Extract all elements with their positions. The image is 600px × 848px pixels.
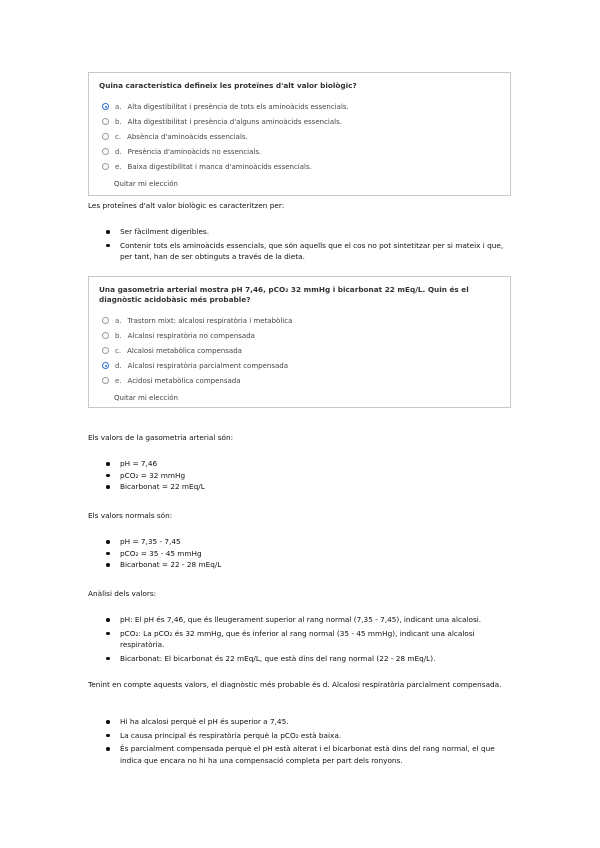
list-item: És parcialment compensada perquè el pH està alterat i el bicarbonat està dins del rang normal, el que indica que encara no hi ha una compensació completa per part dels ronyons. bbox=[88, 743, 516, 766]
conclusion bbox=[88, 679, 516, 691]
radio-icon[interactable] bbox=[102, 332, 109, 339]
option-e[interactable] bbox=[99, 373, 500, 388]
normals-list bbox=[88, 536, 516, 571]
list-item: pCO₂: La pCO₂ és 32 mmHg, que és inferior al rang normal (35 - 45 mmHg), indicant una alcalosi respiratòria. bbox=[88, 628, 516, 651]
option-d[interactable] bbox=[99, 358, 500, 373]
intro-text: Les proteïnes d'alt valor biològic es caracteritzen per: bbox=[88, 201, 285, 210]
radio-icon[interactable] bbox=[102, 133, 109, 140]
option-letter: a. bbox=[115, 316, 122, 325]
option-letter: c. bbox=[115, 346, 122, 355]
question-text: Una gasometria arterial mostra pH 7,46, pCO₂ 32 mmHg i bicarbonat 22 mEq/L. Quin és el diagnòstic acidobàsic més probable? bbox=[99, 285, 469, 304]
option-letter: d. bbox=[115, 147, 122, 156]
heading-text: Els valors de la gasometria arterial són: bbox=[88, 433, 234, 442]
list-item: Bicarbonat: El bicarbonat és 22 mEq/L, que està dins del rang normal (22 - 28 mEq/L). bbox=[88, 653, 516, 665]
clear-choice-link[interactable]: Quitar mi elección bbox=[114, 394, 178, 402]
list-item: La causa principal és respiratòria perquè la pCO₂ està baixa. bbox=[88, 730, 516, 742]
list-item: Contenir tots els aminoàcids essencials, que són aquells que el cos no pot sintetitzar per si mateix i que, per tant, han de ser obtinguts a través de la dieta. bbox=[88, 240, 516, 263]
radio-icon[interactable] bbox=[102, 377, 109, 384]
option-letter: e. bbox=[115, 376, 122, 385]
option-text: Trastorn mixt: alcalosi respiratòria i metabòlica bbox=[127, 316, 293, 325]
radio-icon[interactable] bbox=[102, 163, 109, 170]
analysis-list bbox=[88, 614, 516, 664]
list-item: pH = 7,46 bbox=[88, 458, 516, 470]
list-item: pCO₂ = 35 - 45 mmHg bbox=[88, 548, 516, 560]
option-text: Presència d'aminoàcids no essencials. bbox=[127, 147, 262, 156]
option-a[interactable] bbox=[99, 99, 500, 114]
radio-icon[interactable] bbox=[102, 347, 109, 354]
option-letter: c. bbox=[115, 132, 122, 141]
option-text: Baixa digestibilitat i manca d'aminoàcids essencials. bbox=[127, 162, 312, 171]
option-letter: b. bbox=[115, 331, 122, 340]
option-letter: d. bbox=[115, 361, 122, 370]
option-text: Alcalosi metabòlica compensada bbox=[127, 346, 242, 355]
option-e[interactable] bbox=[99, 159, 500, 174]
option-text: Alta digestibilitat i presència de tots els aminoàcids essencials. bbox=[127, 102, 349, 111]
radio-icon[interactable] bbox=[102, 317, 109, 324]
option-b[interactable] bbox=[99, 114, 500, 129]
list-item: pH: El pH és 7,46, que és lleugerament superior al rang normal (7,35 - 7,45), indicant una alcalosi. bbox=[88, 614, 516, 626]
option-text: Alcalosi respiratòria parcialment compensada bbox=[127, 361, 289, 370]
heading-text: Els valors normals són: bbox=[88, 511, 173, 520]
conclusion-text: Tenint en compte aquests valors, el diagnòstic més probable és d. Alcalosi respiratòria parcialment compensada. bbox=[88, 680, 502, 689]
clear-choice-link[interactable]: Quitar mi elección bbox=[114, 180, 178, 188]
option-d[interactable] bbox=[99, 144, 500, 159]
quiz-question-1 bbox=[88, 72, 511, 196]
values-heading bbox=[88, 432, 516, 444]
radio-selected-icon[interactable] bbox=[102, 103, 109, 110]
option-text: Absència d'aminoàcids essencials. bbox=[127, 132, 248, 141]
list-item: pCO₂ = 32 mmHg bbox=[88, 470, 516, 482]
option-c[interactable] bbox=[99, 129, 500, 144]
list-item: Bicarbonat = 22 - 28 mEq/L bbox=[88, 559, 516, 571]
values-list bbox=[88, 458, 516, 493]
heading-text: Anàlisi dels valors: bbox=[88, 589, 157, 598]
option-letter: a. bbox=[115, 102, 122, 111]
question-text: Quina característica defineix les proteïnes d'alt valor biològic? bbox=[99, 81, 357, 90]
option-text: Alta digestibilitat i presència d'alguns aminoàcids essencials. bbox=[127, 117, 342, 126]
analysis-heading bbox=[88, 588, 516, 600]
normals-heading bbox=[88, 510, 516, 522]
list-item: Bicarbonat = 22 mEq/L bbox=[88, 481, 516, 493]
option-a[interactable] bbox=[99, 313, 500, 328]
option-b[interactable] bbox=[99, 328, 500, 343]
option-c[interactable] bbox=[99, 343, 500, 358]
radio-selected-icon[interactable] bbox=[102, 362, 109, 369]
option-text: Alcalosi respiratòria no compensada bbox=[127, 331, 255, 340]
option-letter: b. bbox=[115, 117, 122, 126]
quiz-question-2 bbox=[88, 276, 511, 408]
list-item: Hi ha alcalosi perquè el pH és superior a 7,45. bbox=[88, 716, 516, 728]
answer-intro bbox=[88, 200, 516, 212]
list-item: pH = 7,35 - 7,45 bbox=[88, 536, 516, 548]
reasons-list bbox=[88, 716, 516, 766]
option-letter: e. bbox=[115, 162, 122, 171]
option-text: Acidosi metabòlica compensada bbox=[127, 376, 241, 385]
radio-icon[interactable] bbox=[102, 148, 109, 155]
answer-bullets-1 bbox=[88, 226, 516, 263]
radio-icon[interactable] bbox=[102, 118, 109, 125]
list-item: Ser fàcilment digeribles. bbox=[88, 226, 516, 238]
